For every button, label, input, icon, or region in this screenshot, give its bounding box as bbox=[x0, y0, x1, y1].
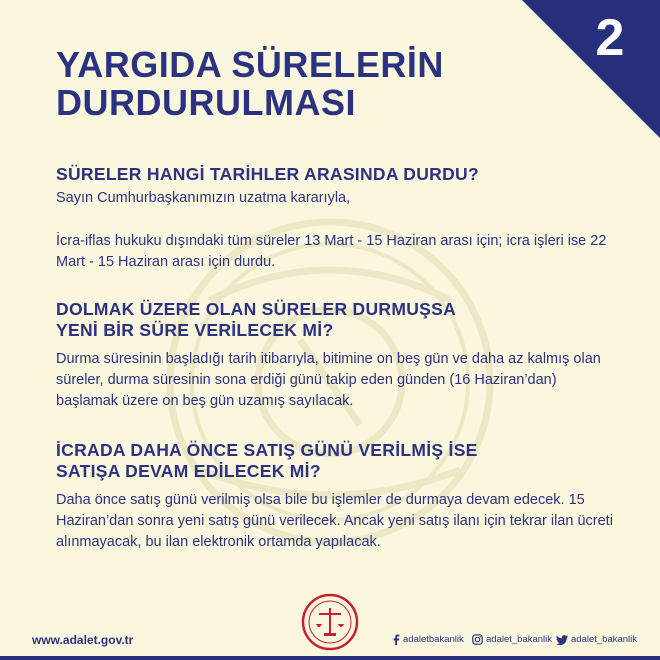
footer-bar bbox=[0, 656, 660, 660]
section-1-paragraph-2: İcra-iflas hukuku dışındaki tüm süreler 13 Mart - 15 Haziran arası için; icra işleri ise 22 Mart - 15 Haziran arası için durdu. bbox=[56, 233, 607, 270]
website-link[interactable]: www.adalet.gov.tr bbox=[32, 633, 134, 647]
section-1-heading: SÜRELER HANGİ TARİHLER ARASINDA DURDU? bbox=[56, 164, 479, 184]
facebook-handle[interactable] bbox=[392, 634, 464, 645]
content-area bbox=[56, 164, 621, 553]
section-2-paragraph: Durma süresinin başladığı tarih itibarıyla, bitimine on beş gün ve daha az kalmış olan süreler, durma süresinin sona erdiği günü takip eden günden (16 Haziran’dan) başlamak üzere on beş gün uzamış sayılacak. bbox=[56, 351, 601, 409]
facebook-icon bbox=[392, 634, 400, 645]
facebook-label: adaletbakanlik bbox=[403, 634, 464, 645]
section-2-heading-line-2: YENİ BİR SÜRE VERİLECEK Mİ? bbox=[56, 320, 334, 340]
section-3-heading-line-2: SATIŞA DEVAM EDİLECEK Mİ? bbox=[56, 461, 321, 481]
ministry-seal-icon bbox=[300, 592, 360, 652]
instagram-icon bbox=[472, 634, 483, 645]
page-title bbox=[56, 46, 526, 122]
twitter-handle[interactable] bbox=[556, 634, 637, 645]
instagram-handle[interactable] bbox=[472, 634, 552, 645]
section-1-paragraph-1: Sayın Cumhurbaşkanımızın uzatma kararıyla, bbox=[56, 190, 351, 206]
section-3-heading-line-1: İCRADA DAHA ÖNCE SATIŞ GÜNÜ VERİLMİŞ İSE bbox=[56, 440, 478, 460]
section-3-paragraph: Daha önce satış günü verilmiş olsa bile bu işlemler de durmaya devam edecek. 15 Haziran’dan sonra yeni satış günü verilecek. Ancak yeni satış ilanı için tekrar ilan ücreti alınmayacak, bu ilan elektronik ortamda yapılacak. bbox=[56, 492, 613, 550]
twitter-label: adalet_bakanlik bbox=[571, 634, 638, 645]
section-3-heading bbox=[56, 440, 621, 482]
title-line-2: DURDURULMASI bbox=[56, 82, 356, 123]
section-2-heading bbox=[56, 299, 621, 341]
instagram-label: adalet_bakanlik bbox=[486, 634, 553, 645]
title-line-1: YARGIDA SÜRELERİN bbox=[56, 44, 444, 85]
page-number: 2 bbox=[595, 9, 625, 67]
twitter-icon bbox=[556, 635, 568, 645]
section-2-heading-line-1: DOLMAK ÜZERE OLAN SÜRELER DURMUŞSA bbox=[56, 299, 457, 319]
